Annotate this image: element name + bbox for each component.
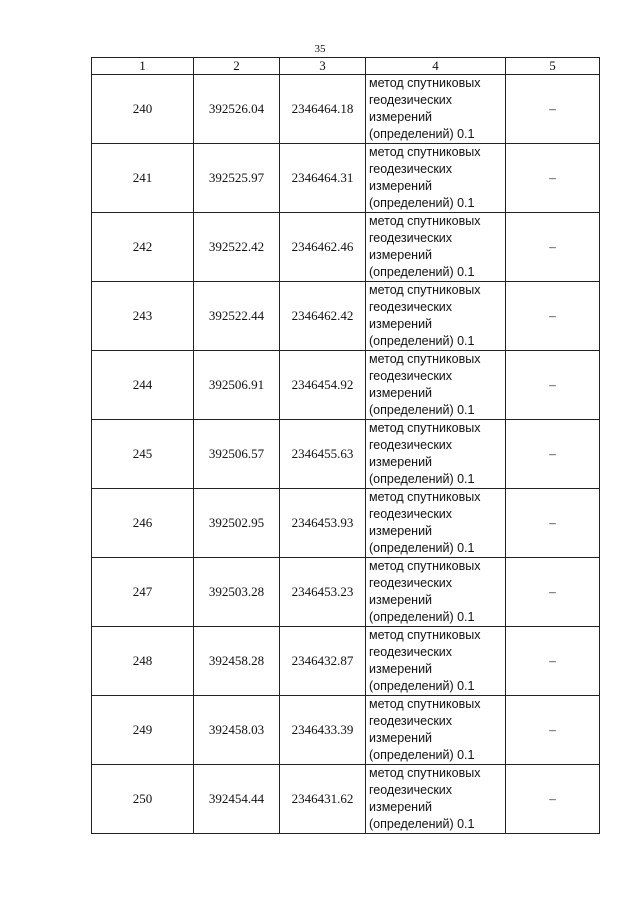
- page-number: 35: [314, 43, 326, 55]
- note-cell: –: [506, 282, 600, 351]
- note-cell: –: [506, 213, 600, 282]
- method-cell: метод спутниковых геодезических измерений (определений) 0.1: [366, 489, 506, 558]
- table-row: [92, 558, 600, 627]
- y-coordinate-cell: 2346453.93: [280, 489, 366, 558]
- column-header-4: 4: [366, 58, 506, 75]
- method-cell: метод спутниковых геодезических измерений (определений) 0.1: [366, 213, 506, 282]
- table-row: [92, 282, 600, 351]
- point-number-cell: 250: [92, 765, 194, 834]
- point-number-cell: 244: [92, 351, 194, 420]
- column-header-3: 3: [280, 58, 366, 75]
- table-row: [92, 696, 600, 765]
- note-cell: –: [506, 75, 600, 144]
- x-coordinate-cell: 392503.28: [194, 558, 280, 627]
- column-header-1: 1: [92, 58, 194, 75]
- x-coordinate-cell: 392522.44: [194, 282, 280, 351]
- column-header-5: 5: [506, 58, 600, 75]
- y-coordinate-cell: 2346431.62: [280, 765, 366, 834]
- note-cell: –: [506, 765, 600, 834]
- y-coordinate-cell: 2346464.31: [280, 144, 366, 213]
- y-coordinate-cell: 2346453.23: [280, 558, 366, 627]
- y-coordinate-cell: 2346433.39: [280, 696, 366, 765]
- note-cell: –: [506, 420, 600, 489]
- coordinates-table: [91, 57, 600, 834]
- point-number-cell: 243: [92, 282, 194, 351]
- method-cell: метод спутниковых геодезических измерений (определений) 0.1: [366, 75, 506, 144]
- table-row: [92, 627, 600, 696]
- table-row: [92, 765, 600, 834]
- note-cell: –: [506, 351, 600, 420]
- method-cell: метод спутниковых геодезических измерений (определений) 0.1: [366, 696, 506, 765]
- x-coordinate-cell: 392522.42: [194, 213, 280, 282]
- method-cell: метод спутниковых геодезических измерений (определений) 0.1: [366, 420, 506, 489]
- method-cell: метод спутниковых геодезических измерений (определений) 0.1: [366, 144, 506, 213]
- method-cell: метод спутниковых геодезических измерений (определений) 0.1: [366, 765, 506, 834]
- x-coordinate-cell: 392506.91: [194, 351, 280, 420]
- x-coordinate-cell: 392525.97: [194, 144, 280, 213]
- y-coordinate-cell: 2346455.63: [280, 420, 366, 489]
- point-number-cell: 249: [92, 696, 194, 765]
- table-body: [92, 75, 600, 834]
- x-coordinate-cell: 392502.95: [194, 489, 280, 558]
- point-number-cell: 242: [92, 213, 194, 282]
- note-cell: –: [506, 489, 600, 558]
- point-number-cell: 241: [92, 144, 194, 213]
- method-cell: метод спутниковых геодезических измерений (определений) 0.1: [366, 627, 506, 696]
- point-number-cell: 248: [92, 627, 194, 696]
- note-cell: –: [506, 558, 600, 627]
- y-coordinate-cell: 2346462.42: [280, 282, 366, 351]
- note-cell: –: [506, 627, 600, 696]
- y-coordinate-cell: 2346432.87: [280, 627, 366, 696]
- table-row: [92, 213, 600, 282]
- point-number-cell: 245: [92, 420, 194, 489]
- table-row: [92, 420, 600, 489]
- method-cell: метод спутниковых геодезических измерений (определений) 0.1: [366, 282, 506, 351]
- y-coordinate-cell: 2346464.18: [280, 75, 366, 144]
- method-cell: метод спутниковых геодезических измерений (определений) 0.1: [366, 351, 506, 420]
- method-cell: метод спутниковых геодезических измерений (определений) 0.1: [366, 558, 506, 627]
- table-row: [92, 489, 600, 558]
- x-coordinate-cell: 392458.03: [194, 696, 280, 765]
- table-row: [92, 351, 600, 420]
- column-header-2: 2: [194, 58, 280, 75]
- y-coordinate-cell: 2346462.46: [280, 213, 366, 282]
- table-row: [92, 75, 600, 144]
- x-coordinate-cell: 392506.57: [194, 420, 280, 489]
- point-number-cell: 246: [92, 489, 194, 558]
- point-number-cell: 247: [92, 558, 194, 627]
- note-cell: –: [506, 696, 600, 765]
- x-coordinate-cell: 392458.28: [194, 627, 280, 696]
- y-coordinate-cell: 2346454.92: [280, 351, 366, 420]
- x-coordinate-cell: 392454.44: [194, 765, 280, 834]
- note-cell: –: [506, 144, 600, 213]
- table-row: [92, 144, 600, 213]
- header-row: [92, 58, 600, 75]
- x-coordinate-cell: 392526.04: [194, 75, 280, 144]
- point-number-cell: 240: [92, 75, 194, 144]
